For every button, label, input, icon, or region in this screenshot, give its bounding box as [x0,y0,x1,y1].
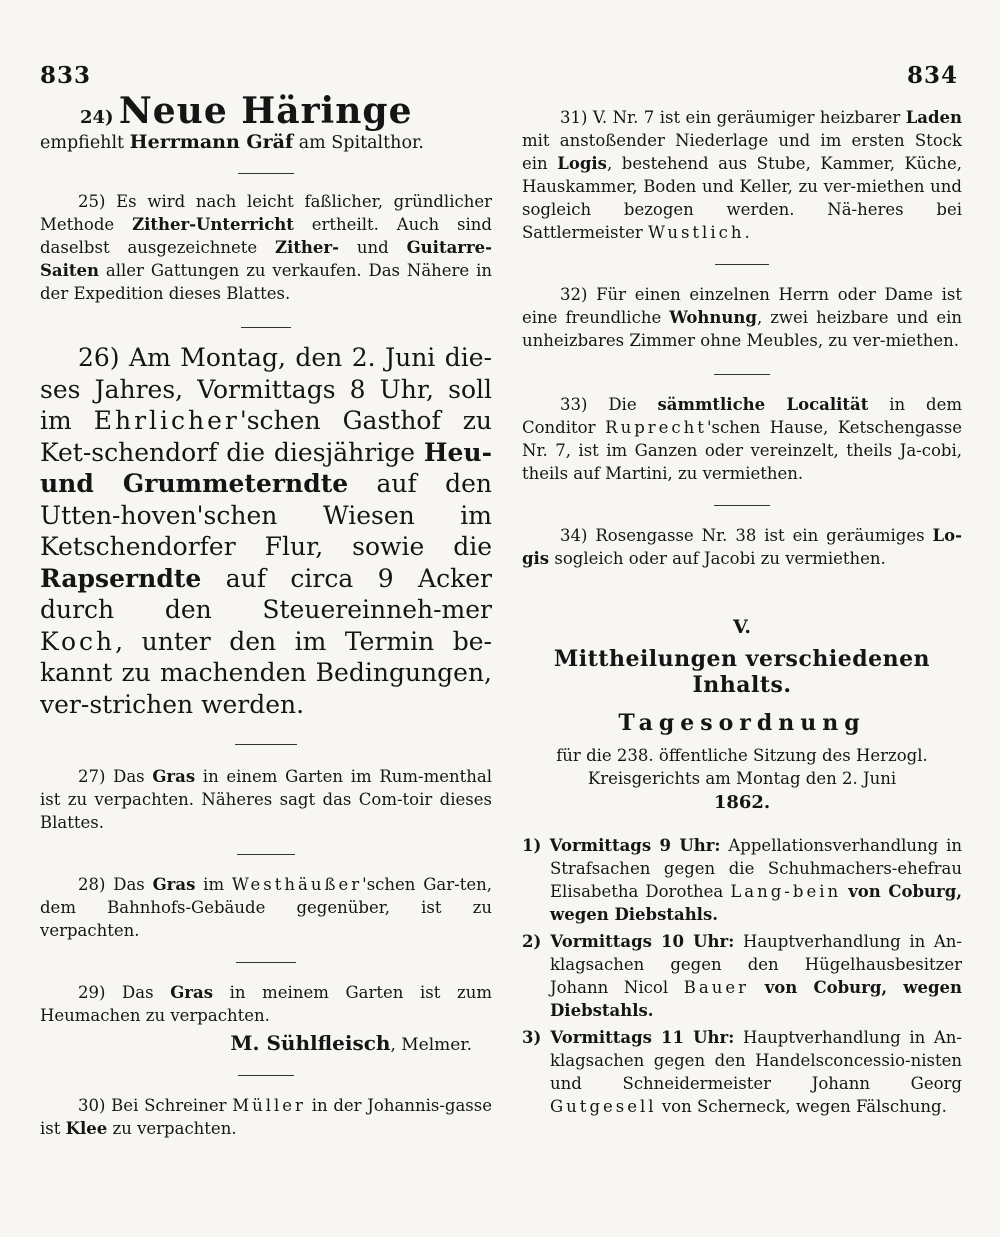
divider [522,823,962,824]
section-title: Mittheilungen verschiedenen Inhalts. [553,646,931,698]
divider [238,173,294,174]
notice-31: 31) V. Nr. 7 ist ein geräumiger heizbarer Laden mit anstoßender Niederlage und im ersten Stock ein Logis, bestehend aus Stube, Kammer, Küche, Hauskammer, Boden und Keller, zu ver-miethen und sogleich bezogen werden. Nä-heres bei Sattlermeister Wustlich. [522,108,963,242]
agenda-items [522,834,962,1118]
notice-33: 33) Die sämmtliche Localität in dem Conditor Ruprecht'schen Hause, Ketschengasse Nr. 7, ist im Ganzen oder vereinzelt, theils Ja-cobi, theils auf Martini, zu vermiethen. [522,395,963,483]
notice-30: 30) Bei Schreiner Müller in der Johannis-gasse ist Klee zu verpachten. [40,1096,492,1138]
divider [237,854,295,855]
notice-25: 25) Es wird nach leicht faßlicher, gründlicher Methode Zither-Unterricht ertheilt. Auch sind daselbst ausgezeichnete Zither- und Guitarre-Saiten aller Gattungen zu verkaufen. Das Nähere in der Expedition dieses Blattes. [40,192,492,303]
divider [238,1075,294,1076]
divider [235,744,297,745]
agenda-item: 1) Vormittags 9 Uhr: Appellationsverhandlung in Strafsachen gegen die Schuhmachers-ehefrau Elisabetha Dorothea Lang-bein von Coburg, wegen Diebstahls. [522,836,963,924]
signature: M. Sühlfleisch, Melmer. [230,1031,472,1055]
notice-28: 28) Das Gras im Westhäußer'schen Gar-ten, dem Bahnhofs-Gebäude gegenüber, ist zu verpachten. [40,875,492,940]
agenda-intro: für die 238. öffentliche Sitzung des Herzogl. Kreisgerichts am Montag den 2. Juni [556,746,928,788]
divider [714,505,770,506]
agenda-title: Tagesordnung [618,710,866,736]
notice-24-body: empfiehlt Herrmann Gräf am Spitalthor. [40,131,424,153]
notice-34: 34) Rosengasse Nr. 38 ist ein geräumiges Lo-gis sogleich oder auf Jacobi zu vermiethen. [522,526,962,568]
left-column [40,90,493,1140]
notice-headline: Neue Häringe [118,90,413,132]
notice-24: 24) Neue Häringe [80,90,413,132]
divider [241,327,291,328]
divider [236,962,296,963]
notice-29: 29) Das Gras in meinem Garten ist zum Heumachen zu verpachten. [40,983,492,1025]
divider [714,374,770,375]
right-column [522,100,962,1118]
page-number-left: 833 [40,62,92,89]
agenda-year: 1862. [713,792,771,813]
page-number-right: 834 [906,62,958,89]
notice-27: 27) Das Gras in einem Garten im Rum-menthal ist zu verpachten. Näheres sagt das Com-toir dieses Blattes. [40,767,493,832]
agenda-item: 3) Vormittags 11 Uhr: Hauptverhandlung in An-klagsachen gegen den Handelsconcessio-nisten und Schneidermeister Johann Georg Gutgesell von Scherneck, wegen Fälschung. [522,1028,962,1116]
divider [715,264,769,265]
agenda-item: 2) Vormittags 10 Uhr: Hauptverhandlung in An-klagsachen gegen den Hügelhausbesitzer Johann Nicol Bauer von Coburg, wegen Diebstahls. [522,932,962,1020]
notice-26: 26) Am Montag, den 2. Juni die-ses Jahres, Vormittags 8 Uhr, soll im Ehrlicher'schen Gasthof zu Ket-schendorf die diesjährige Heu- und Grummeterndte auf den Utten-hoven'schen Wiesen im Ketschendorfer Flur, sowie die Rapserndte auf circa 9 Acker durch den Steuereinneh-mer Koch, unter den im Termin be-kannt zu machenden Bedingungen, ver-strichen werden. [40,343,493,719]
section-number: V. [732,616,752,638]
notice-32: 32) Für einen einzelnen Herrn oder Dame ist eine freundliche Wohnung, zwei heizbare und ein unheizbares Zimmer ohne Meubles, zu ver-miethen. [522,285,962,350]
